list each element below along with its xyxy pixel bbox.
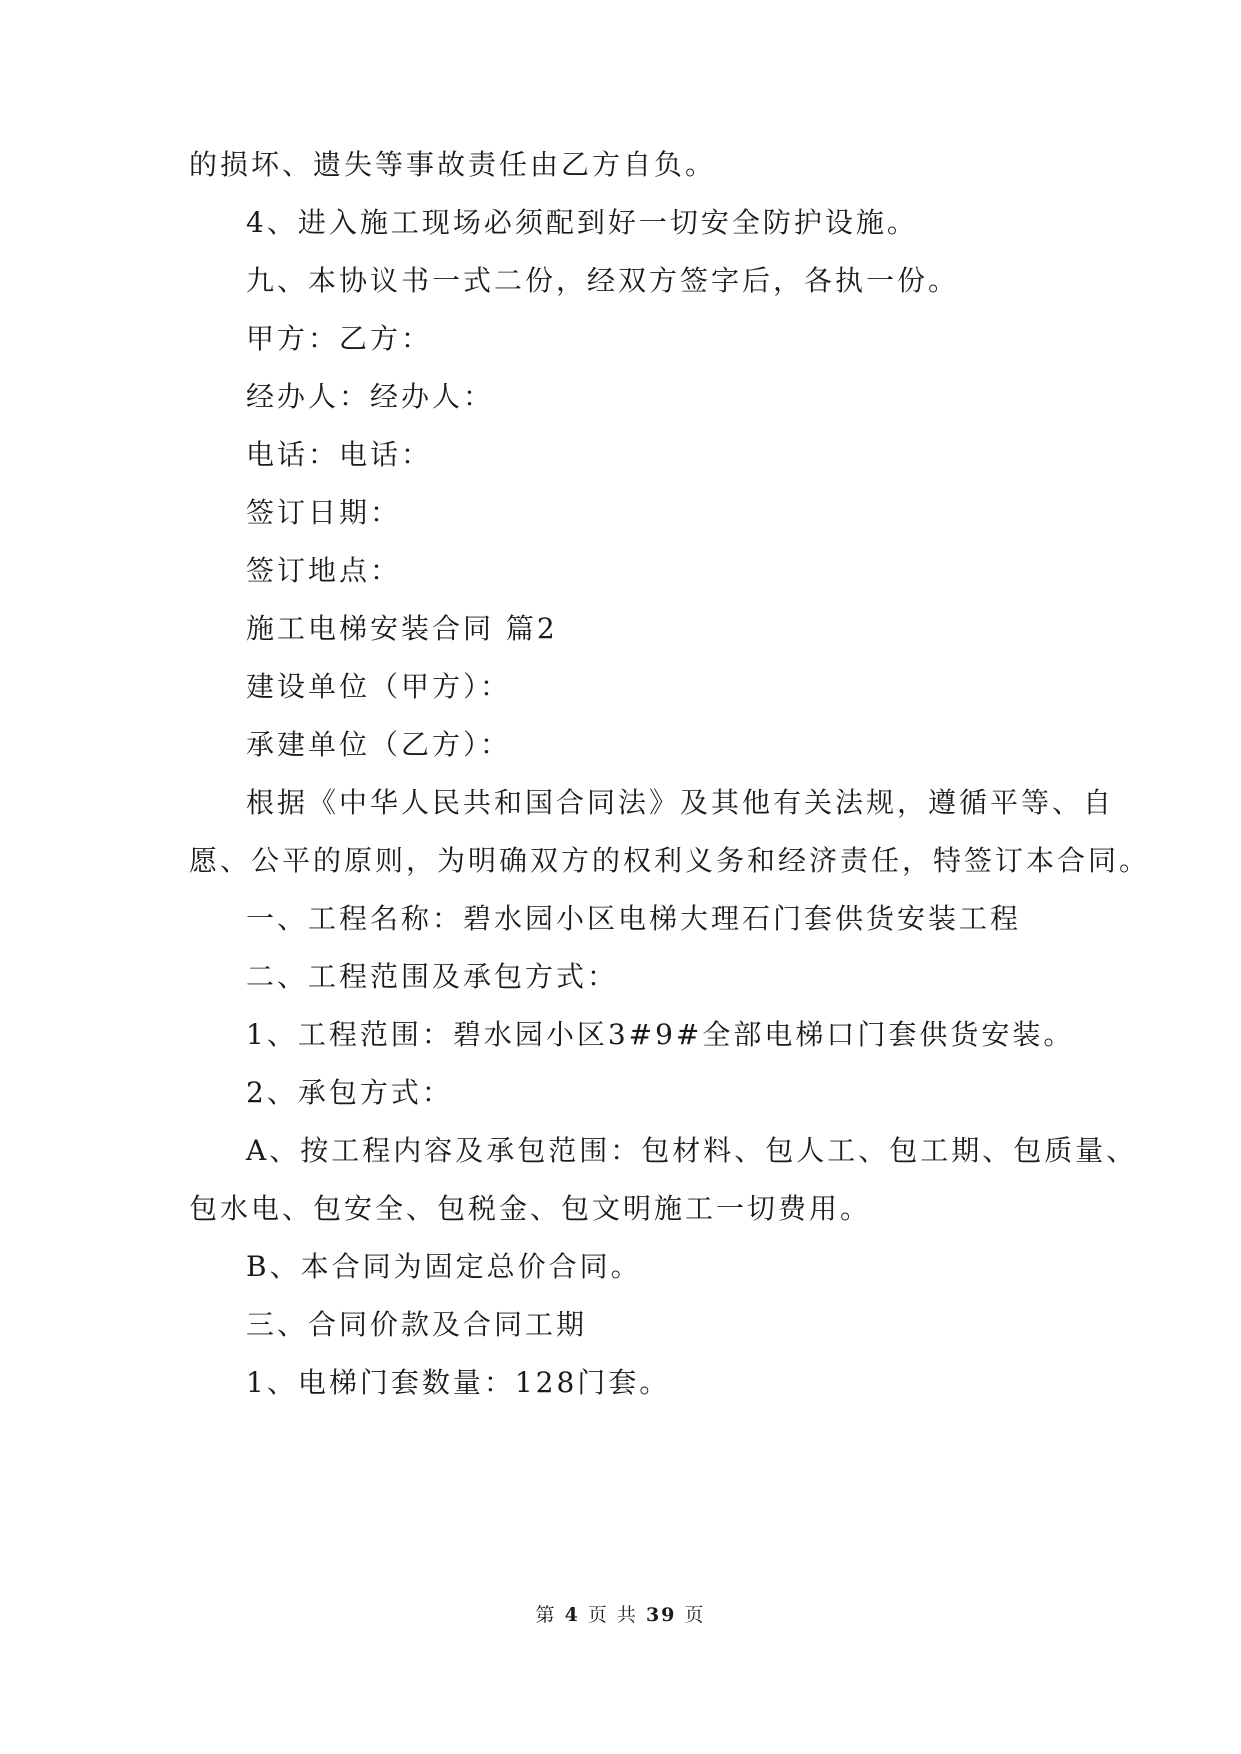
- paragraph-line: 一、工程名称：碧水园小区电梯大理石门套供货安装工程: [246, 902, 1022, 935]
- paragraph-line: 包水电、包安全、包税金、包文明施工一切费用。: [189, 1192, 872, 1225]
- current-page-number: 4: [564, 1604, 580, 1626]
- footer-middle: 页 共: [587, 1604, 638, 1626]
- paragraph-line: 1、电梯门套数量：128门套。: [246, 1366, 671, 1399]
- paragraph-line: 三、合同价款及合同工期: [246, 1308, 588, 1341]
- footer-prefix: 第: [535, 1604, 557, 1626]
- section-title: 施工电梯安装合同 篇2: [246, 612, 558, 645]
- footer-suffix: 页: [684, 1604, 706, 1626]
- signature-place-line: 签订地点：: [246, 554, 402, 587]
- paragraph-line: A、按工程内容及承包范围：包材料、包人工、包工期、包质量、: [246, 1134, 1138, 1167]
- paragraph-line: 二、工程范围及承包方式：: [246, 960, 619, 993]
- signature-agent-line: 经办人：经办人：: [246, 380, 495, 413]
- paragraph-line: 承建单位（乙方）：: [246, 728, 512, 761]
- paragraph-line: 4、进入施工现场必须配到好一切安全防护设施。: [246, 206, 918, 239]
- paragraph-line: 愿、公平的原则，为明确双方的权利义务和经济责任，特签订本合同。: [189, 844, 1151, 877]
- signature-party-line: 甲方：乙方：: [246, 322, 433, 355]
- paragraph-line: 的损坏、遗失等事故责任由乙方自负。: [189, 148, 717, 181]
- total-pages-number: 39: [645, 1604, 677, 1626]
- paragraph-line: 九、本协议书一式二份，经双方签字后，各执一份。: [246, 264, 960, 297]
- signature-phone-line: 电话：电话：: [246, 438, 433, 471]
- paragraph-line: 1、工程范围：碧水园小区3#9#全部电梯口门套供货安装。: [246, 1018, 1075, 1051]
- paragraph-line: B、本合同为固定总价合同。: [246, 1250, 642, 1283]
- paragraph-line: 根据《中华人民共和国合同法》及其他有关法规，遵循平等、自: [246, 786, 1115, 819]
- page-footer: [0, 1603, 1241, 1627]
- paragraph-line: 建设单位（甲方）：: [246, 670, 512, 703]
- paragraph-line: 2、承包方式：: [246, 1076, 453, 1109]
- signature-date-line: 签订日期：: [246, 496, 402, 529]
